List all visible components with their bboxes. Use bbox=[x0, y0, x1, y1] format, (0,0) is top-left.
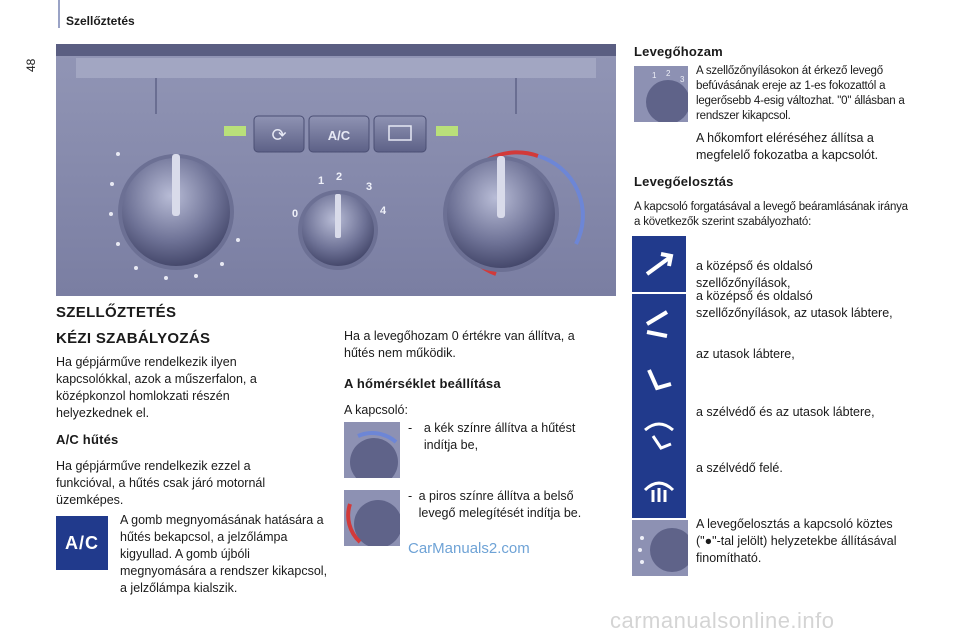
distribution-knob-thumbnail bbox=[632, 520, 688, 576]
ac-button-description: A gomb megnyomásának hatására a hűtés bekapcsol, a jelzőlámpa kigyullad. A gomb újbóli megnyomására a rendszer kikapcsol, a jelzőlámpa kialszik. bbox=[120, 513, 328, 595]
page-header-title: Szellőztetés bbox=[66, 14, 135, 28]
page-number: 48 bbox=[24, 58, 38, 72]
airflow-text: A szellőzőnyílásokon át érkező levegő befúvásának ereje az 1-es fokozattól a legerősebb 4-esig változhat. "0" állásban a rendszer kikapcsol. bbox=[696, 65, 905, 122]
svg-text:1: 1 bbox=[652, 71, 657, 80]
bullet-hot: - a piros színre állítva a belső levegő melegítését indítja be. bbox=[408, 489, 582, 520]
hot-knob-icon bbox=[344, 490, 400, 546]
fine-tune-text: A levegőelosztás a kapcsoló köztes ("●"-tal jelölt) helyzetekbe állításával finomítható. bbox=[696, 517, 897, 565]
switch-label: A kapcsoló: bbox=[344, 403, 408, 417]
vent-windshield-feet-icon bbox=[632, 406, 686, 462]
distribution-item-1: a középső és oldalsó szellőzőnyílások, bbox=[696, 259, 813, 290]
temperature-title: A hőmérséklet beállítása bbox=[344, 376, 501, 391]
fan-speed-1: 1 bbox=[318, 175, 325, 187]
ac-button-icon: A/C bbox=[56, 516, 108, 570]
watermark-carmanualsonline: carmanualsonline.info bbox=[610, 608, 835, 633]
airflow-comfort-text: A hőkomfort eléréséhez állítsa a megfelelő fokozatba a kapcsolót. bbox=[696, 131, 879, 162]
vent-face-icon bbox=[632, 236, 686, 292]
control-panel-photo bbox=[56, 44, 616, 296]
intro-text: Ha gépjárműve rendelkezik ilyen kapcsolókkal, azok a műszerfalon, a középkonzol homlokzati részén helyezkednek el. bbox=[56, 355, 257, 420]
cold-knob-icon bbox=[344, 422, 400, 478]
header-rule bbox=[58, 0, 60, 28]
vent-windshield-icon bbox=[632, 462, 686, 518]
hot-knob-thumbnail bbox=[344, 490, 400, 546]
svg-text:⟳: ⟳ bbox=[271, 125, 287, 145]
fan-speed-2: 2 bbox=[336, 171, 343, 183]
indicator-left bbox=[224, 126, 246, 136]
distribution-item-3: az utasok lábtere, bbox=[696, 347, 795, 361]
control-panel-illustration bbox=[56, 44, 616, 296]
subsection-title: KÉZI SZABÁLYOZÁS bbox=[56, 330, 211, 347]
watermark-carmanuals2: CarManuals2.com bbox=[408, 540, 530, 557]
bullet-cold: - a kék színre állítva a hűtést indítja be, bbox=[408, 421, 576, 452]
distribution-title: Levegőelosztás bbox=[634, 174, 734, 189]
svg-text:2: 2 bbox=[666, 69, 671, 78]
distribution-item-5: a szélvédő felé. bbox=[696, 461, 783, 475]
distribution-item-2: a középső és oldalsó szellőzőnyílások, az utasok lábtere, bbox=[696, 289, 893, 320]
fan-speed-4: 4 bbox=[380, 205, 387, 217]
fan-speed-0: 0 bbox=[292, 208, 299, 220]
section-title: SZELLŐZTETÉS bbox=[56, 304, 177, 321]
fan-speed-3: 3 bbox=[366, 181, 373, 193]
cold-knob-thumbnail bbox=[344, 422, 400, 478]
svg-text:3: 3 bbox=[680, 75, 685, 84]
ac-title: A/C hűtés bbox=[56, 432, 119, 447]
indicator-right bbox=[436, 126, 458, 136]
distribution-intro: A kapcsoló forgatásával a levegő beáramlásának iránya a következők szerint szabályozható: bbox=[634, 201, 908, 228]
distribution-item-4: a szélvédő és az utasok lábtere, bbox=[696, 405, 875, 419]
fan-zero-text: Ha a levegőhozam 0 értékre van állítva, a hűtés nem működik. bbox=[344, 329, 575, 360]
airflow-knob-thumbnail bbox=[634, 66, 688, 122]
airflow-title: Levegőhozam bbox=[634, 44, 723, 59]
ac-text: Ha gépjárműve rendelkezik ezzel a funkcióval, a hűtés csak járó motornál üzemképes. bbox=[56, 459, 266, 507]
airflow-knob-icon bbox=[634, 66, 688, 122]
ac-button-label: A/C bbox=[327, 128, 351, 143]
distribution-knob-icon bbox=[632, 520, 688, 576]
vent-face-feet-icon bbox=[632, 294, 686, 350]
vent-feet-icon bbox=[632, 350, 686, 406]
